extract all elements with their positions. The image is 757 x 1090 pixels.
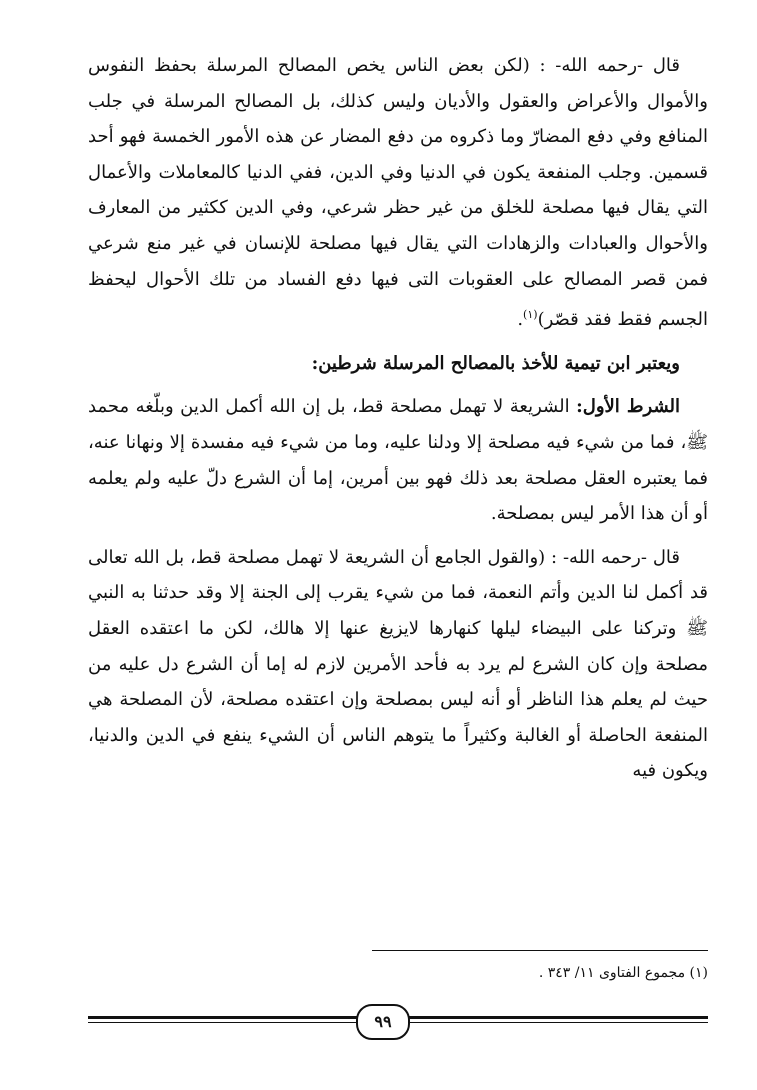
footnote-divider [372,950,708,951]
body-text [88,48,708,789]
paragraph-3-text: الشريعة لا تهمل مصلحة قط، بل إن الله أكمل الدين وبلّغه محمد ﷺ، فما من شيء فيه مصلحة إلا ودلنا عليه، وما من شيء فيه مفسدة إلا ونهانا عنه، فما يعتبره العقل مصلحة بعد ذلك فهو بين أمرين، إما أن الشرع دلّ عليه ولم يعلمه أو أن هذا الأمر ليس بمصلحة. [88,396,708,525]
paragraph-2-heading [88,346,708,382]
condition-one-label: الشرط الأول: [576,396,680,418]
page-number: ٩٩ [356,1004,410,1040]
paragraph-2-text: ويعتبر ابن تيمية للأخذ بالمصالح المرسلة شرطين: [311,352,680,374]
footnote-reference[interactable]: (١) [523,308,538,322]
paragraph-1-tail: . [517,309,524,331]
footnote: (١) مجموع الفتاوى ١١/ ٣٤٣ . [538,965,708,981]
paragraph-4 [88,540,708,789]
paragraph-4-text: قال -رحمه الله- : (والقول الجامع أن الشريعة لا تهمل مصلحة قط، بل الله تعالى قد أكمل لنا الدين وأتم النعمة، فما من شيء يقرب إلى الجنة إلا وقد حدثنا به النبي ﷺ وتركنا على البيضاء ليلها كنهارها لايزيغ عنها إلا هالك، لكن ما اعتقده العقل مصلحة وإن كان الشرع لم يرد به فأحد الأمرين لازم له إما أن الشرع دل عليه من حيث لم يعلم هذا الناظر أو أنه ليس بمصلحة وإن اعتقده مصلحة، لأن المصلحة هي المنفعة الحاصلة أو الغالبة وكثيراً ما يتوهم الناس أن الشيء ينفع في الدين والدنيا، ويكون فيه [88,546,708,782]
paragraph-1 [88,48,708,338]
paragraph-1-text: قال -رحمه الله- : (لكن بعض الناس يخص المصالح المرسلة بحفظ النفوس والأموال والأعراض والعقول والأديان وليس كذلك، بل المصالح المرسلة في جلب المنافع وفي دفع المضارّ وما ذكروه من دفع المضار عن هذه الأمور الخمسة فهو أحد قسمين. وجلب المنفعة يكون في الدنيا وفي الدين، ففي الدنيا كالمعاملات والأعمال التي يقال فيها مصلحة للخلق من غير حظر شرعي، وفي الدين ككثير من المعارف والأحوال والعبادات والزهادات التي يقال فيها مصلحة للإنسان في غير منع شرعي فمن قصر المصالح على العقوبات التى فيها دفع الفساد من تلك الأحوال ليحفظ الجسم فقط فقد قصّر) [88,55,708,331]
paragraph-3 [88,389,708,531]
